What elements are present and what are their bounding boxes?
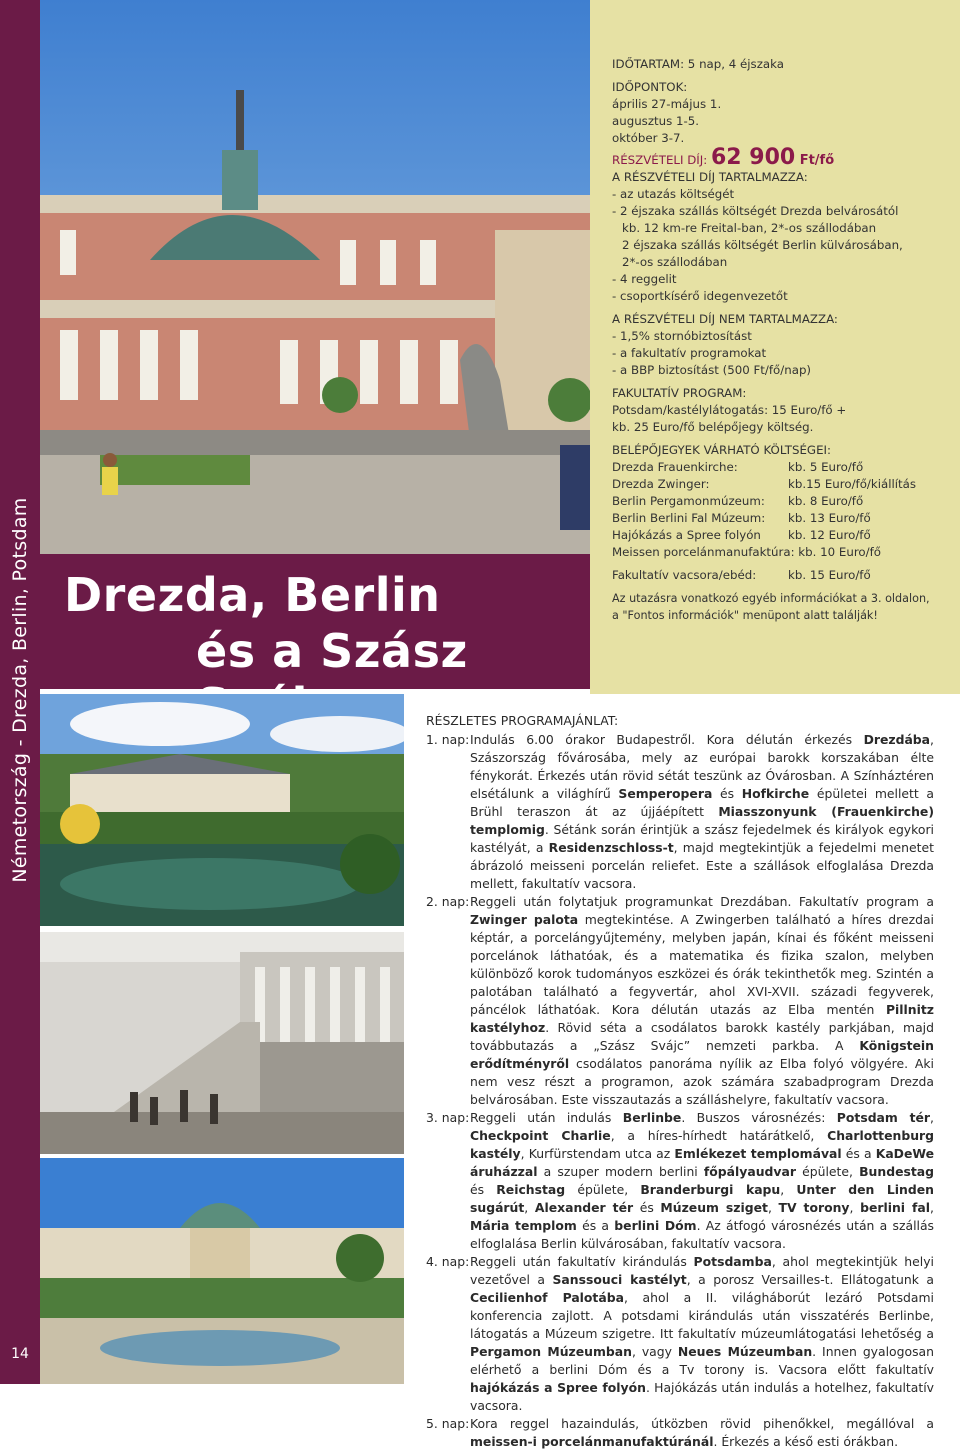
day-label: 5. nap: xyxy=(426,1416,470,1431)
highlight-text: Pillnitz kastélyhoz xyxy=(470,1002,934,1035)
text-segment: , a porosz Versailles-t. Ellátogatunk a xyxy=(686,1272,934,1287)
text-segment: megtekintése. A Zwingerben található a híres drezdai képtár, a porcelángyűjtemény, melyben japán, kínai és főként meisseni porcelánok láthatóak, és a matematika és fizika szalon, melyben különböző korok tudományos eszközei és órák tekinthetők meg. Szintén a palotában található a fegyvertár, ahol XVI-XVII. századi fegyverek, páncélok láthatóak. Kora délután utazás az Elba mentén xyxy=(470,912,934,1017)
day-description xyxy=(470,1415,934,1451)
text-segment: és xyxy=(633,1200,661,1215)
highlight-text: Königstein erődítményről xyxy=(470,1038,934,1071)
text-segment: . Hajókázás után indulás a hotelhez, fakultatív vacsora. xyxy=(470,1380,934,1413)
page-number: 14 xyxy=(11,1346,29,1362)
ticket-row xyxy=(612,459,952,476)
ticket-price: kb. 8 Euro/fő xyxy=(788,494,864,508)
includes-item: - csoportkísérő idegenvezetőt xyxy=(612,289,788,303)
text-segment: épülete, xyxy=(795,1164,860,1179)
text-segment: , xyxy=(767,1200,779,1215)
text-segment: a szuper modern berlini xyxy=(537,1164,704,1179)
date-3: október 3-7. xyxy=(612,131,685,145)
sidebar xyxy=(0,0,40,1384)
ticket-price: kb. 13 Euro/fő xyxy=(788,511,871,525)
dinner-name: Fakultatív vacsora/ebéd: xyxy=(612,568,757,582)
duration: IDŐTARTAM: 5 nap, 4 éjszaka xyxy=(612,57,784,71)
ticket-row xyxy=(612,510,952,527)
text-segment: , a híres-hírhedt határátkelő, xyxy=(610,1128,828,1143)
palace-photo xyxy=(40,0,590,554)
dinner-price: kb. 15 Euro/fő xyxy=(788,568,871,582)
info-note-line1: Az utazásra vonatkozó egyéb információkat a 3. oldalon, xyxy=(612,592,930,605)
text-segment: és xyxy=(712,786,742,801)
ticket-name: Drezda Zwinger: xyxy=(612,477,710,491)
highlight-text: KaDeWe áruházzal xyxy=(470,1146,934,1179)
text-segment: Indulás 6.00 órakor Budapestről. Kora délután érkezés xyxy=(470,732,864,747)
dates-label: IDŐPONTOK: xyxy=(612,80,688,94)
highlight-text: Drezdába xyxy=(863,732,931,747)
zwinger-palace-photo xyxy=(40,1158,404,1384)
program-day xyxy=(426,731,934,893)
highlight-text: berlini fal xyxy=(860,1200,931,1215)
text-segment: Reggeli után indulás xyxy=(470,1110,623,1125)
ticket-price: kb. 12 Euro/fő xyxy=(788,528,871,542)
day-description xyxy=(470,731,934,893)
text-segment: , xyxy=(930,1200,934,1215)
highlight-text: főpályaudvar xyxy=(703,1164,796,1179)
date-2: augusztus 1-5. xyxy=(612,114,700,128)
includes-item: - 4 reggelit xyxy=(612,272,677,286)
ticket-price: kb. 5 Euro/fő xyxy=(788,460,864,474)
highlight-text: Hofkirche xyxy=(741,786,810,801)
ticket-name: Berlin Pergamonmúzeum: xyxy=(612,494,765,508)
price-label: RÉSZVÉTELI DÍJ: xyxy=(612,153,711,167)
ticket-name: Berlin Berlini Fal Múzeum: xyxy=(612,511,766,525)
page-title-line2: és a Szász xyxy=(196,624,468,678)
day-label: 2. nap: xyxy=(426,894,470,909)
highlight-text: Mária templom xyxy=(470,1218,577,1233)
program-day xyxy=(426,893,934,1109)
text-segment: . Az átfogó városnézés után a szállás elfoglalása Berlin külvárosában, fakultatív vacsora. xyxy=(470,1218,934,1251)
day-label: 4. nap: xyxy=(426,1254,470,1269)
highlight-text: Múzeum sziget xyxy=(660,1200,768,1215)
text-segment: . Buszos városnézés: xyxy=(681,1110,837,1125)
ticket-name: Drezda Frauenkirche: xyxy=(612,460,738,474)
highlight-text: Pergamon Múzeumban xyxy=(470,1344,632,1359)
highlight-text: berlini Dóm xyxy=(614,1218,697,1233)
includes-item: 2 éjszaka szállás költségét Berlin külvárosában, xyxy=(622,238,903,252)
highlight-text: Semperopera xyxy=(618,786,713,801)
highlight-text: Charlottenburg kastély xyxy=(470,1128,934,1161)
program-day xyxy=(426,1253,934,1415)
price-line xyxy=(612,145,952,170)
text-segment: , xyxy=(930,1110,934,1125)
text-segment: . Sétánk során érintjük a szász fejedelmek és királyok egykori kastélyát, a xyxy=(470,822,934,855)
info-note-line2: a "Fontos információk" menüpont alatt találják! xyxy=(612,609,878,622)
ticket-row xyxy=(612,527,952,544)
text-segment: . Innen gyalogosan elérhető a berlini Dóm és a Tv torony is. Vacsora előtt fakultatív xyxy=(470,1344,934,1377)
highlight-text: Berlinbe xyxy=(622,1110,682,1125)
text-segment: , xyxy=(524,1200,535,1215)
text-segment: Reggeli után folytatjuk programunkat Drezdában. Fakultatív program a xyxy=(470,894,934,909)
text-segment: , ahol a II. világháborút lezáró Potsdami konferencia zajlott. A potsdami kirándulás után visszatérés Berlinbe, látogatás a Múzeum szigetre. Itt fakultatív múzeumlátogatási lehetőség a xyxy=(470,1290,934,1341)
ticket-row xyxy=(612,493,952,510)
highlight-text: Cecilienhof Palotába xyxy=(470,1290,624,1305)
program-days xyxy=(426,731,934,1451)
text-segment: , Kurfürstendam utca az xyxy=(520,1146,675,1161)
text-segment: . Érkezés a késő esti órákban. xyxy=(713,1434,899,1449)
text-segment: , ahol megtekintjük helyi vezetővel a xyxy=(470,1254,934,1287)
text-segment: és a xyxy=(576,1218,615,1233)
date-1: április 27-május 1. xyxy=(612,97,722,111)
ticket-row xyxy=(612,476,952,493)
day-description xyxy=(470,893,934,1109)
highlight-text: Miasszonyunk (Frauenkirche) templomig xyxy=(470,804,934,837)
highlight-text: Reichstag xyxy=(496,1182,566,1197)
highlight-text: Alexander tér xyxy=(534,1200,634,1215)
page-title-line1: Drezda, Berlin xyxy=(64,568,441,622)
optional-line: kb. 25 Euro/fő belépőjegy költség. xyxy=(612,420,814,434)
highlight-text: Branderburgi kapu xyxy=(640,1182,781,1197)
text-segment: épületei mellett a Brühl teraszon át az újjáépített xyxy=(470,786,934,819)
text-segment: , majd megtekintjük a fejedelmi menetet ábrázoló meisseni porcelán reliefet. Este a szállások elfoglalása Drezda mellett, fakultatív vacsora. xyxy=(470,840,935,891)
meissen-ticket: Meissen porcelánmanufaktúra: kb. 10 Euro/fő xyxy=(612,545,881,559)
includes-item: kb. 12 km-re Freital-ban, 2*-os szállodában xyxy=(622,221,877,235)
pillnitz-garden-photo xyxy=(40,694,404,926)
highlight-text: Sanssouci kastélyt xyxy=(552,1272,687,1287)
price-value: 62 900 xyxy=(710,145,796,170)
price-unit: Ft/fő xyxy=(795,153,835,168)
text-segment: , xyxy=(780,1182,797,1197)
highlight-text: Bundestag xyxy=(859,1164,934,1179)
text-segment: csodálatos panoráma nyílik az Elba folyó völgyére. Aki nem vesz részt a programon, azok számára szabadprogram Drezda belvárosában. Este visszautazás a szálláshelyre, fakultatív vacsora. xyxy=(470,1056,934,1107)
day-description xyxy=(470,1109,934,1253)
highlight-text: Checkpoint Charlie xyxy=(470,1128,611,1143)
highlight-text: meissen-i porcelánmanufaktúránál xyxy=(470,1434,714,1449)
optional-label: FAKULTATÍV PROGRAM: xyxy=(612,386,747,400)
program-day xyxy=(426,1109,934,1253)
day-description xyxy=(470,1253,934,1415)
highlight-text: TV torony xyxy=(778,1200,850,1215)
text-segment: , Szászország fővárosába, mely az európai barokk korszakában élte fénykorát. Érkezés után rövid sétát teszünk az Óvárosban. A Színháztéren elsétálunk a világhírű xyxy=(470,732,934,801)
pergamon-museum-photo xyxy=(40,932,404,1154)
title-banner xyxy=(40,554,590,689)
includes-item: - az utazás költségét xyxy=(612,187,735,201)
text-segment: . Rövid séta a csodálatos barokk kastély parkjában, majd továbbutazás a „Szász Svájc” nemzeti parkba. A xyxy=(470,1020,934,1053)
excludes-item: - a BBP biztosítást (500 Ft/fő/nap) xyxy=(612,363,812,377)
dinner-row xyxy=(612,567,952,584)
trip-info-box xyxy=(590,0,960,694)
text-segment: Kora reggel hazaindulás, útközben rövid pihenőkkel, megállóval a xyxy=(470,1416,934,1431)
highlight-text: hajókázás a Spree folyón xyxy=(470,1380,646,1395)
day-label: 1. nap: xyxy=(426,732,470,747)
includes-item: 2*-os szállodában xyxy=(622,255,728,269)
text-segment: Reggeli után fakultatív kirándulás xyxy=(470,1254,694,1269)
program-heading: RÉSZLETES PROGRAMAJÁNLAT: xyxy=(426,713,619,728)
excludes-label: A RÉSZVÉTELI DÍJ NEM TARTALMAZZA: xyxy=(612,312,838,326)
vertical-destination-title: Németország - Drezda, Berlin, Potsdam xyxy=(9,497,31,883)
highlight-text: Unter den Linden sugárút xyxy=(470,1182,934,1215)
includes-item: - 2 éjszaka szállás költségét Drezda belvárosától xyxy=(612,204,899,218)
highlight-text: Potsdamba xyxy=(693,1254,772,1269)
day-label: 3. nap: xyxy=(426,1110,470,1125)
text-segment: , vagy xyxy=(631,1344,678,1359)
highlight-text: Neues Múzeumban xyxy=(677,1344,813,1359)
detailed-program xyxy=(426,712,934,1451)
ticket-name: Hajókázás a Spree folyón xyxy=(612,528,761,542)
optional-line: Potsdam/kastélylátogatás: 15 Euro/fő + xyxy=(612,403,847,417)
program-day xyxy=(426,1415,934,1451)
excludes-item: - a fakultatív programokat xyxy=(612,346,767,360)
highlight-text: Potsdam tér xyxy=(836,1110,931,1125)
includes-label: A RÉSZVÉTELI DÍJ TARTALMAZZA: xyxy=(612,170,808,184)
tickets-label: BELÉPŐJEGYEK VÁRHATÓ KÖLTSÉGEI: xyxy=(612,443,831,457)
text-segment: épülete, xyxy=(565,1182,641,1197)
highlight-text: Emlékezet templomával xyxy=(674,1146,842,1161)
text-segment: és a xyxy=(841,1146,876,1161)
highlight-text: Zwinger palota xyxy=(470,912,579,927)
text-segment: , xyxy=(849,1200,861,1215)
ticket-price: kb.15 Euro/fő/kiállítás xyxy=(788,477,917,491)
excludes-item: - 1,5% stornóbiztosítást xyxy=(612,329,752,343)
text-segment: és xyxy=(470,1182,497,1197)
highlight-text: Residenzschloss-t xyxy=(548,840,674,855)
